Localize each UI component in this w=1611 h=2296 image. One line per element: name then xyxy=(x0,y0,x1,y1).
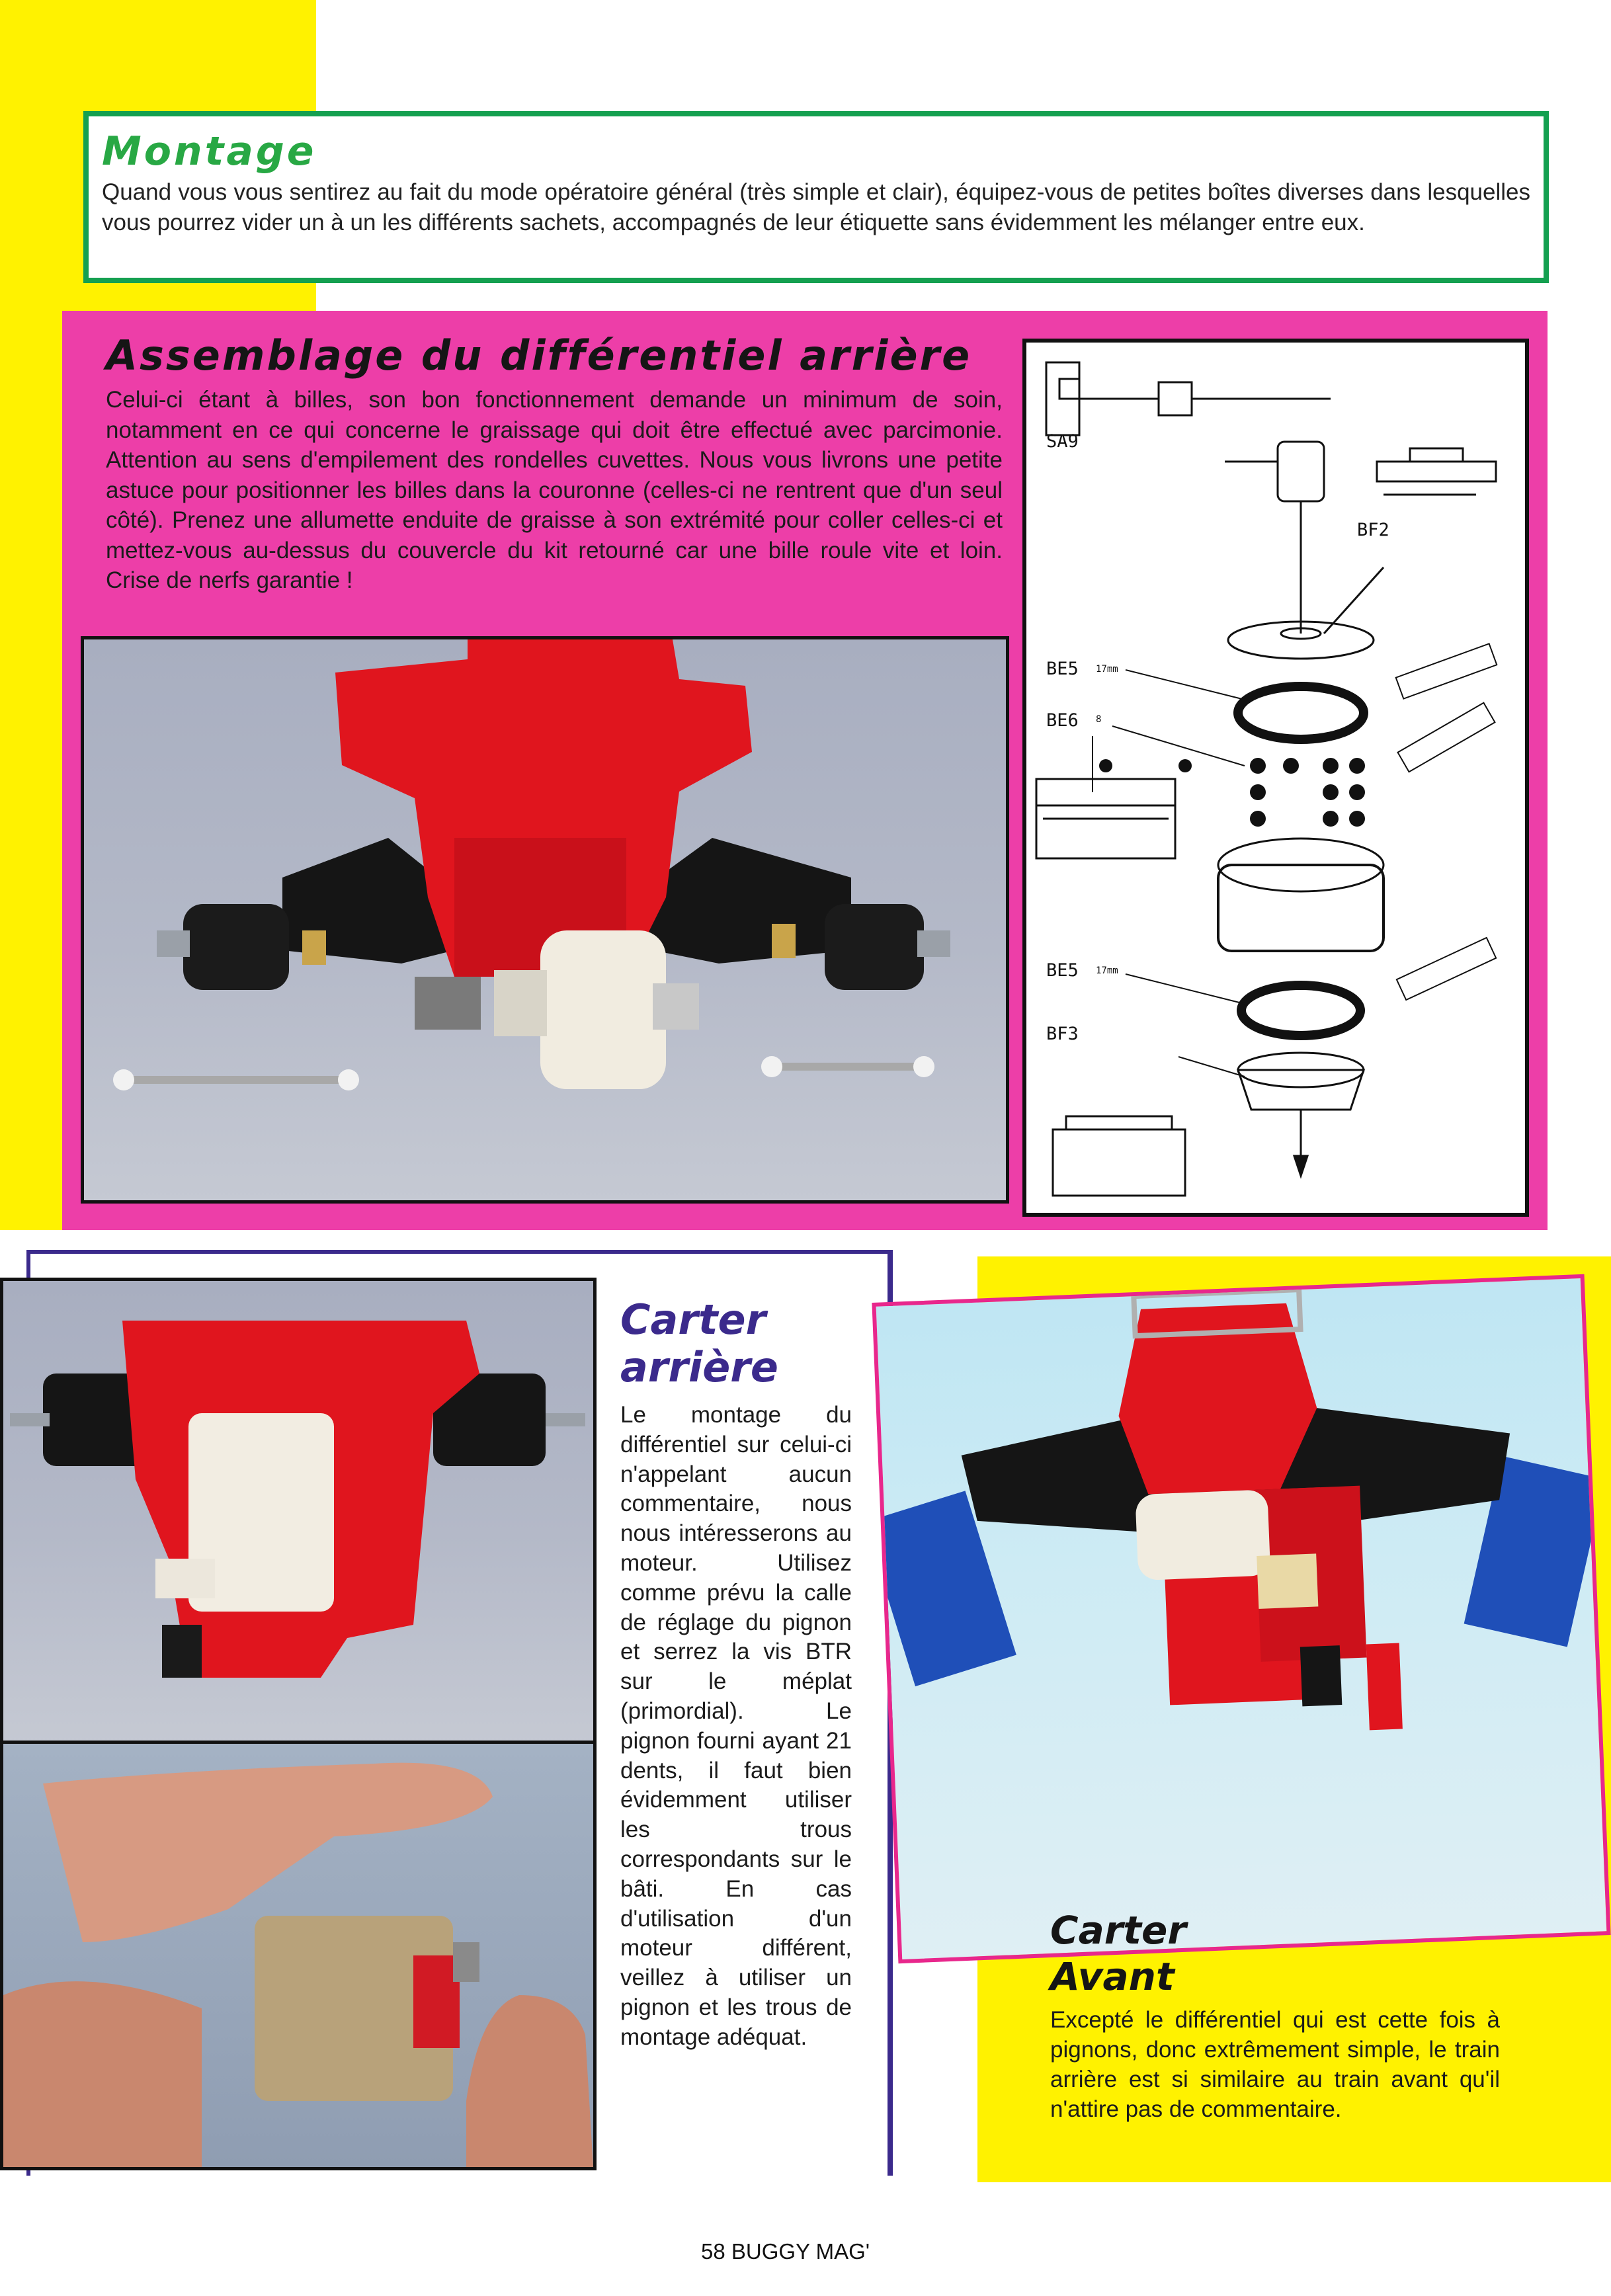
carter-arriere-title-line1: Carter xyxy=(620,1295,766,1344)
motor-pinion-illustration xyxy=(3,1744,593,2167)
front-gearbox-illustration xyxy=(876,1278,1607,1959)
exploded-diagram xyxy=(1022,339,1529,1217)
label-sa9: SA9 xyxy=(1046,431,1079,452)
carter-avant-title xyxy=(1050,1907,1315,2000)
rear-differential-illustration xyxy=(84,639,1006,1200)
page-folio: 58 BUGGY MAG' xyxy=(701,2239,870,2264)
label-be5-bottom: BE5 xyxy=(1046,960,1079,981)
assemblage-text: Celui-ci étant à billes, son bon fonctionnement demande un minimum de soin, notamment en ce qui concerne le graissage qui doit être effectué avec parcimonie. Attention au sens d'empilement des rondelles cuvettes. Nous vous livrons une petite astuce pour positionner les billes dans la couronne (celles-ci ne rentrent que d'un seul côté). Prenez une allumette enduite de graisse à son extrémité pour coller celles-ci et mettez-vous au-dessus du couvercle du kit retourné car une bille roule vite et loin. Crise de nerfs garantie ! xyxy=(106,387,1003,593)
montage-text: Quand vous vous sentirez au fait du mode opératoire général (très simple et clair), équipez-vous de petites boîtes diverses dans lesquelles vous pourrez vider un à un les différents sachets, accompagnés de leur étiquette sans évidemment les mélanger entre eux. xyxy=(102,179,1530,235)
carter-arriere-text: Le montage du différentiel sur celui-ci n'appelant aucun commentaire, nous nous intéresserons au moteur. Utilisez comme prévu la calle de réglage du pignon et serrez la vis BTR sur le méplat (primordial). Le pignon fourni ayant 21 dents, il faut bien évidemment utiliser les trous correspondants sur le bâti. En cas d'utilisation d'un moteur différent, veillez à utiliser un pignon et les trous de montage adéquat. xyxy=(620,1402,852,2050)
label-be5-top: BE5 xyxy=(1046,659,1079,679)
carter-arriere-title-line2: arrière xyxy=(620,1343,778,1391)
front-gearbox-photo xyxy=(872,1274,1610,1963)
rear-differential-photo xyxy=(81,636,1009,1204)
label-bf2: BF2 xyxy=(1357,520,1389,540)
label-be6-size: 8 xyxy=(1096,714,1102,725)
montage-box xyxy=(83,111,1549,283)
montage-title: Montage xyxy=(102,128,317,175)
carter-arriere-title xyxy=(620,1296,872,1391)
assemblage-title: Assemblage du différentiel arrière xyxy=(106,331,972,380)
rear-gearbox-illustration xyxy=(3,1281,593,1744)
motor-pinion-photo xyxy=(0,1741,597,2170)
exploded-diagram-drawing xyxy=(1026,343,1525,1213)
label-be5-top-size: 17mm xyxy=(1096,664,1118,675)
carter-avant-title-line2: Avant xyxy=(1050,1954,1175,1999)
rear-gearbox-photo xyxy=(0,1278,597,1747)
carter-avant-text: Excepté le différentiel qui est cette fois à pignons, donc extrêmement simple, le train arrière est si similaire au train avant qu'il n'attire pas de commentaire. xyxy=(1050,2007,1500,2122)
carter-avant-title-line1: Carter xyxy=(1050,1908,1186,1953)
label-be6: BE6 xyxy=(1046,710,1079,731)
label-bf3: BF3 xyxy=(1046,1024,1079,1044)
label-be5-bottom-size: 17mm xyxy=(1096,965,1118,976)
